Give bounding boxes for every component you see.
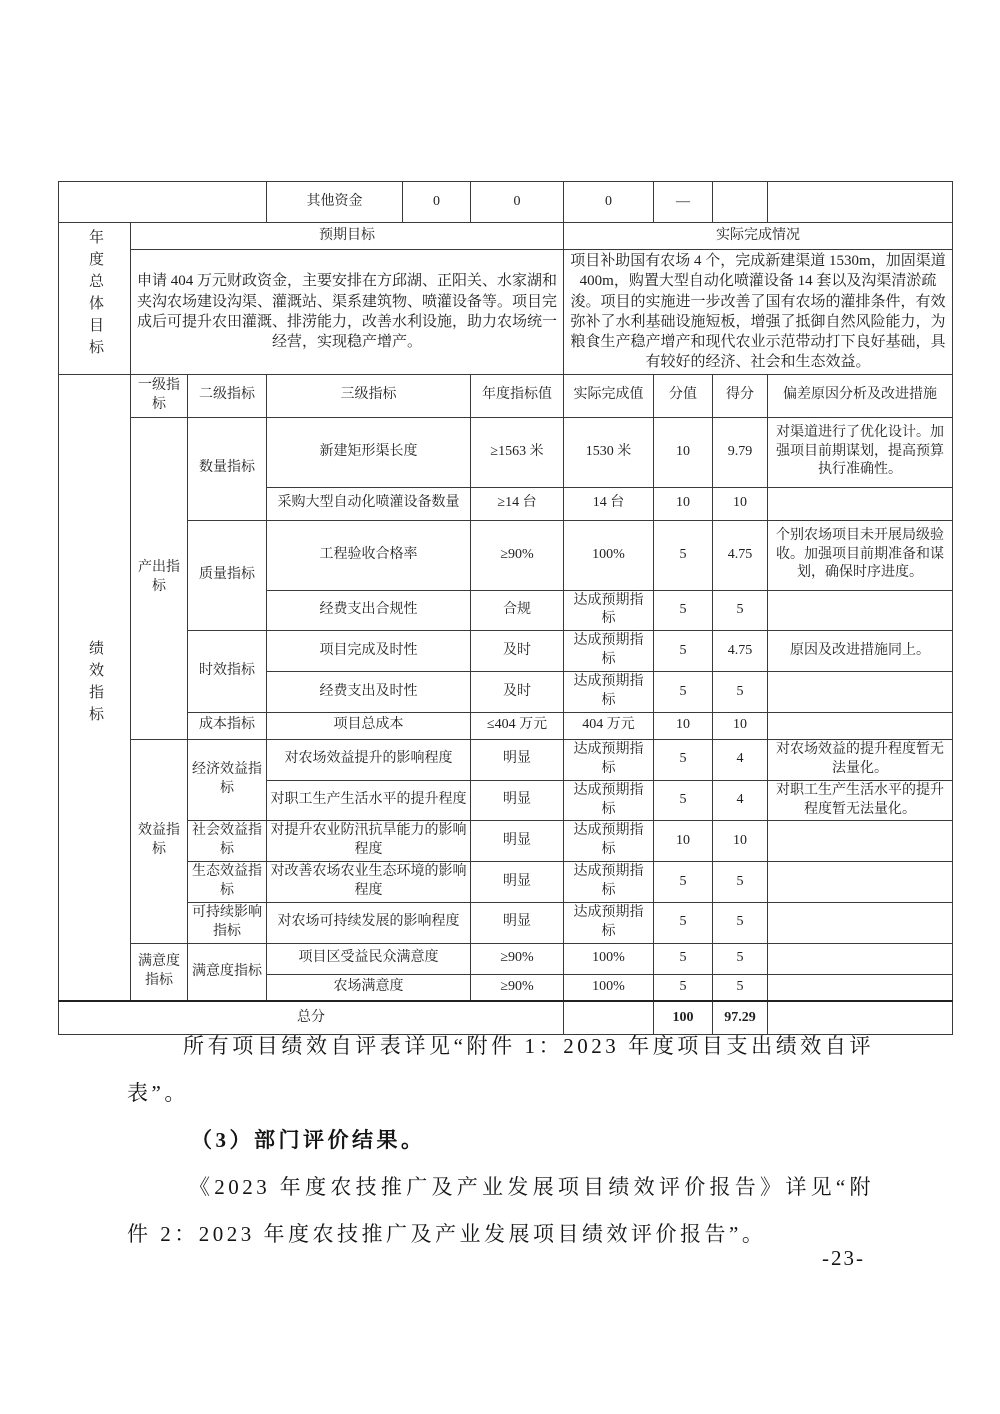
indicator-name: 经费支出合规性 — [267, 590, 471, 631]
table-header-row — [59, 374, 953, 417]
header-score: 得分 — [713, 374, 768, 417]
subgroup-social-label: 社会效益指标 — [188, 821, 267, 862]
funding-final-value: 0 — [471, 182, 564, 223]
paragraph-self-eval-attachment: 所有项目绩效自评表详见“附件 1：2023 年度项目支出绩效自评表”。 — [127, 1034, 874, 1105]
points-value: 10 — [654, 487, 713, 520]
points-value: 5 — [654, 631, 713, 672]
points-value: 5 — [654, 780, 713, 821]
actual-value: 100% — [564, 974, 654, 1001]
table-row — [59, 250, 953, 375]
table-row — [59, 520, 953, 590]
points-value: 5 — [654, 672, 713, 713]
actual-value: 100% — [564, 520, 654, 590]
score-value: 4 — [713, 739, 768, 780]
deviation-cell: 个别农场项目未开展局级验收。加强项目前期准备和谋划，确保时序进度。 — [768, 520, 953, 590]
points-value: 5 — [654, 520, 713, 590]
score-value: 5 — [713, 902, 768, 943]
header-level2: 二级指标 — [188, 374, 267, 417]
deviation-cell: 原因及改进措施同上。 — [768, 631, 953, 672]
deviation-cell: 对渠道进行了优化设计。加强项目前期谋划，提高预算执行准确性。 — [768, 417, 953, 487]
group-benefit-label: 效益指标 — [131, 739, 188, 943]
indicator-name: 工程验收合格率 — [267, 520, 471, 590]
target-value: 明显 — [471, 780, 564, 821]
funding-actual-value: 0 — [564, 182, 654, 223]
score-value: 10 — [713, 487, 768, 520]
target-value: 明显 — [471, 862, 564, 903]
score-value: 9.79 — [713, 417, 768, 487]
subgroup-timeliness-label: 时效指标 — [188, 631, 267, 713]
annual-goal-row-label — [59, 223, 131, 375]
score-value: 5 — [713, 590, 768, 631]
table-row — [59, 862, 953, 903]
points-value: 5 — [654, 739, 713, 780]
heading-department-evaluation-result: （3）部门评价结果。 — [191, 1128, 426, 1152]
indicator-name: 项目完成及时性 — [267, 631, 471, 672]
actual-value: 100% — [564, 943, 654, 974]
points-value: 10 — [654, 712, 713, 739]
body-text-block — [127, 1023, 874, 1258]
actual-value: 达成预期指标 — [564, 902, 654, 943]
deviation-cell — [768, 902, 953, 943]
header-target: 年度指标值 — [471, 374, 564, 417]
group-output-label: 产出指标 — [131, 417, 188, 739]
subgroup-cost-label: 成本指标 — [188, 712, 267, 739]
paragraph-evaluation-report-attachment: 《2023 年度农技推广及产业发展项目绩效评价报告》详见“附件 2：2023 年度农技推广及产业发展项目绩效评价报告”。 — [127, 1175, 874, 1246]
target-value: 及时 — [471, 631, 564, 672]
table-row — [59, 821, 953, 862]
actual-value: 达成预期指标 — [564, 780, 654, 821]
table-row — [59, 943, 953, 974]
actual-completion-header: 实际完成情况 — [564, 223, 953, 250]
total-label: 总分 — [59, 1001, 564, 1034]
table-row — [59, 739, 953, 780]
actual-value: 达成预期指标 — [564, 672, 654, 713]
header-actual: 实际完成值 — [564, 374, 654, 417]
header-level3: 三级指标 — [267, 374, 471, 417]
actual-value: 达成预期指标 — [564, 862, 654, 903]
actual-value: 达成预期指标 — [564, 821, 654, 862]
funding-budget-value: 0 — [403, 182, 471, 223]
subgroup-quality-label: 质量指标 — [188, 520, 267, 631]
actual-value: 达成预期指标 — [564, 590, 654, 631]
points-value: 5 — [654, 862, 713, 903]
table-row — [59, 902, 953, 943]
indicator-name: 对提升农业防汛抗旱能力的影响程度 — [267, 821, 471, 862]
funding-rate-value: — — [654, 182, 713, 223]
target-value: ≥14 台 — [471, 487, 564, 520]
deviation-cell — [768, 862, 953, 903]
target-value: ≥90% — [471, 974, 564, 1001]
points-value: 10 — [654, 417, 713, 487]
funding-other-label: 其他资金 — [267, 182, 403, 223]
indicator-name: 项目总成本 — [267, 712, 471, 739]
header-points: 分值 — [654, 374, 713, 417]
score-value: 5 — [713, 943, 768, 974]
indicator-name: 项目区受益民众满意度 — [267, 943, 471, 974]
target-value: 及时 — [471, 672, 564, 713]
points-value: 5 — [654, 590, 713, 631]
actual-value: 14 台 — [564, 487, 654, 520]
score-value: 5 — [713, 672, 768, 713]
subgroup-sustain-label: 可持续影响指标 — [188, 902, 267, 943]
actual-value: 达成预期指标 — [564, 739, 654, 780]
points-value: 5 — [654, 902, 713, 943]
points-value: 5 — [654, 943, 713, 974]
indicator-name: 采购大型自动化喷灌设备数量 — [267, 487, 471, 520]
score-value: 5 — [713, 862, 768, 903]
actual-value: 1530 米 — [564, 417, 654, 487]
performance-row-label — [59, 374, 131, 1001]
deviation-cell — [768, 974, 953, 1001]
table-row — [59, 182, 953, 223]
score-value: 4.75 — [713, 520, 768, 590]
score-value: 4 — [713, 780, 768, 821]
expected-goal-header: 预期目标 — [131, 223, 564, 250]
header-level1: 一级指标 — [131, 374, 188, 417]
score-value: 4.75 — [713, 631, 768, 672]
table-row — [59, 712, 953, 739]
expected-goal-text: 申请 404 万元财政资金，主要安排在方邱湖、正阳关、水家湖和夹沟农场建设沟渠、灌溉站、渠系建筑物、喷灌设备等。项目完成后可提升农田灌溉、排涝能力，改善水利设施，助力农场统一经营，实现稳产增产。 — [131, 250, 564, 375]
target-value: 明显 — [471, 821, 564, 862]
indicator-name: 经费支出及时性 — [267, 672, 471, 713]
subgroup-quantity-label: 数量指标 — [188, 417, 267, 520]
deviation-cell: 对农场效益的提升程度暂无法量化。 — [768, 739, 953, 780]
subgroup-ecological-label: 生态效益指标 — [188, 862, 267, 903]
target-value: ≥90% — [471, 520, 564, 590]
subgroup-satisfaction-label: 满意度指标 — [188, 943, 267, 1001]
score-value: 5 — [713, 974, 768, 1001]
points-value: 10 — [654, 821, 713, 862]
indicator-name: 对农场效益提升的影响程度 — [267, 739, 471, 780]
subgroup-economic-label: 经济效益指标 — [188, 739, 267, 821]
empty-cell — [59, 182, 267, 223]
target-value: 合规 — [471, 590, 564, 631]
deviation-cell — [768, 672, 953, 713]
deviation-cell — [768, 487, 953, 520]
target-value: ≤404 万元 — [471, 712, 564, 739]
deviation-cell — [768, 821, 953, 862]
target-value: ≥90% — [471, 943, 564, 974]
indicator-name: 新建矩形渠长度 — [267, 417, 471, 487]
indicator-name: 对改善农场农业生态环境的影响程度 — [267, 862, 471, 903]
target-value: ≥1563 米 — [471, 417, 564, 487]
score-value: 10 — [713, 712, 768, 739]
score-value: 10 — [713, 821, 768, 862]
performance-self-evaluation-table — [58, 181, 953, 1035]
empty-cell — [768, 182, 953, 223]
table-row — [59, 223, 953, 250]
table-row — [59, 631, 953, 672]
deviation-cell — [768, 590, 953, 631]
total-score-value: 97.29 — [713, 1001, 768, 1034]
indicator-name: 对职工生产生活水平的提升程度 — [267, 780, 471, 821]
actual-value: 达成预期指标 — [564, 631, 654, 672]
empty-cell — [713, 182, 768, 223]
indicator-name: 对农场可持续发展的影响程度 — [267, 902, 471, 943]
target-value: 明显 — [471, 739, 564, 780]
group-satisfaction-label: 满意度指标 — [131, 943, 188, 1001]
header-deviation: 偏差原因分析及改进措施 — [768, 374, 953, 417]
performance-vertical-text: 绩效指标 — [87, 639, 103, 728]
actual-value: 404 万元 — [564, 712, 654, 739]
deviation-cell — [768, 712, 953, 739]
deviation-cell — [768, 943, 953, 974]
points-value: 5 — [654, 974, 713, 1001]
table-row — [59, 417, 953, 487]
deviation-cell: 对职工生产生活水平的提升程度暂无法量化。 — [768, 780, 953, 821]
target-value: 明显 — [471, 902, 564, 943]
annual-goal-vertical-text: 年度总体目标 — [87, 228, 103, 361]
indicator-name: 农场满意度 — [267, 974, 471, 1001]
actual-completion-text: 项目补助国有农场 4 个，完成新建渠道 1530m，加固渠道 400m，购置大型自动化喷灌设备 14 套以及沟渠清淤疏浚。项目的实施进一步改善了国有农场的灌排条件，有效弥补了水利基础设施短板，增强了抵御自然风险能力，为粮食生产稳产增产和现代农业示范带动打下良好基础，具有较好的经济、社会和生态效益。 — [564, 250, 953, 375]
total-points-value: 100 — [654, 1001, 713, 1034]
page-number: -23- — [822, 1246, 865, 1270]
